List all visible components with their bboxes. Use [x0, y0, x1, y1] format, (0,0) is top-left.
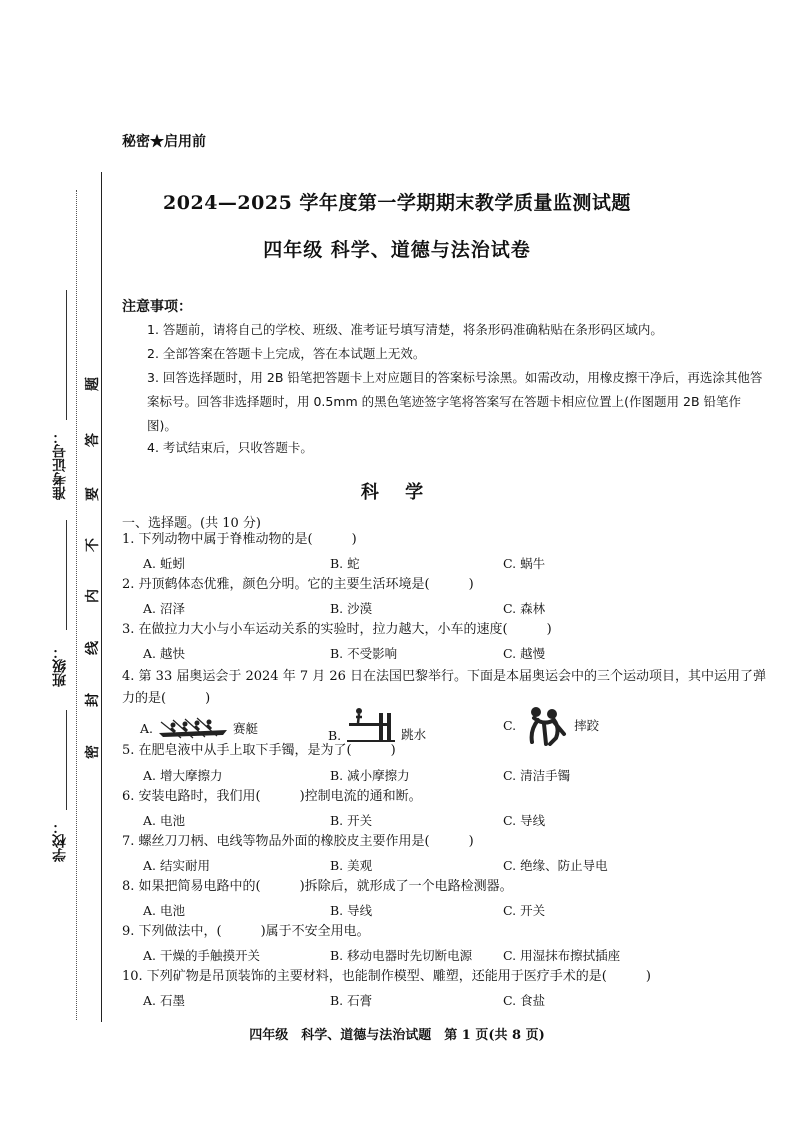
option-label: 摔跤 — [574, 718, 600, 733]
option-a: A. 结实耐用 — [143, 858, 210, 873]
option-c: C. 用湿抹布擦拭插座 — [503, 948, 621, 963]
option-c: C. 导线 — [503, 813, 546, 828]
option-c: C. 森林 — [503, 601, 546, 616]
exam-id-label: 准考证号： — [52, 430, 68, 500]
option-prefix: A. — [140, 720, 154, 736]
option-prefix: C. — [503, 717, 517, 733]
confidential-mark: 秘密★启用前 — [122, 134, 206, 150]
seal-char: 要 — [85, 487, 101, 501]
question-stem: 5. 在肥皂液中从手上取下手镯，是为了( ) — [122, 743, 396, 758]
option-a: A. 电池 — [143, 813, 185, 828]
option-c: C. 开关 — [503, 903, 546, 918]
seal-char: 封 — [85, 693, 101, 707]
binding-fields — [46, 290, 76, 890]
option-b: B. 导线 — [330, 903, 373, 918]
class-label: 班级： — [52, 645, 68, 687]
option-c: C. 食盐 — [503, 993, 546, 1008]
option-b: B. 开关 — [330, 813, 373, 828]
option-a: A. 蚯蚓 — [143, 556, 185, 571]
option-c: C. 越慢 — [503, 646, 546, 661]
option-label: 跳水 — [401, 727, 427, 742]
binding-dotted-line — [76, 190, 77, 1020]
question-stem: 4. 第 33 届奥运会于 2024 年 7 月 26 日在法国巴黎举行。下面是本届奥运会中的三个运动项目，其中运用了弹力的是( ) — [122, 669, 767, 706]
option-b: B. 沙漠 — [330, 601, 373, 616]
option-c: C. 清洁手镯 — [503, 768, 571, 783]
seal-char: 题 — [85, 377, 101, 391]
exam-subtitle: 四年级 科学、道德与法治试卷 — [263, 239, 531, 261]
notice-item: 2. 全部答案在答题卡上完成，答在本试题上无效。 — [147, 346, 426, 361]
option-b: B. 美观 — [330, 858, 373, 873]
question-stem: 2. 丹顶鹤体态优雅，颜色分明。它的主要生活环境是( ) — [122, 577, 474, 592]
question-stem: 6. 安装电路时，我们用( )控制电流的通和断。 — [122, 789, 422, 804]
question-stem: 7. 螺丝刀刀柄、电线等物品外面的橡胶皮主要作用是( ) — [122, 834, 474, 849]
section-title: 科 学 — [360, 482, 434, 503]
seal-char: 不 — [85, 538, 101, 552]
exam-title: 2024—2025 学年度第一学期期末教学质量监测试题 — [163, 192, 631, 214]
option-c: C. 绝缘、防止导电 — [503, 858, 608, 873]
option-label: 赛艇 — [233, 721, 259, 736]
page-footer: 四年级 科学、道德与法治试题 第 1 页(共 8 页) — [249, 1028, 545, 1043]
seal-char: 线 — [85, 641, 101, 655]
option-b: B. 蛇 — [330, 556, 360, 571]
notice-item: 1. 答题前，请将自己的学校、班级、准考证号填写清楚，将条形码准确粘贴在条形码区域内。 — [147, 322, 663, 337]
option-a: A. 沼泽 — [143, 601, 185, 616]
seal-char: 答 — [85, 433, 101, 447]
option-a: A. 增大摩擦力 — [143, 768, 223, 783]
question-stem: 8. 如果把简易电路中的( )拆除后，就形成了一个电路检测器。 — [122, 879, 513, 894]
option-a: A. 越快 — [143, 646, 185, 661]
option-c — [503, 704, 599, 746]
option-b: B. 不受影响 — [330, 646, 398, 661]
question-stem: 1. 下列动物中属于脊椎动物的是( ) — [122, 532, 357, 547]
option-b: B. 减小摩擦力 — [330, 768, 410, 783]
option-b — [328, 707, 426, 743]
option-b: B. 移动电器时先切断电源 — [330, 948, 473, 963]
seal-char: 密 — [85, 745, 101, 759]
question-stem: 3. 在做拉力大小与小车运动关系的实验时，拉力越大，小车的速度( ) — [122, 622, 552, 637]
part-title: 一、选择题。(共 10 分) — [122, 516, 261, 531]
option-a: A. 干燥的手触摸开关 — [143, 948, 260, 963]
school-label: 学校： — [52, 820, 68, 862]
question-stem: 10. 下列矿物是吊顶装饰的主要材料，也能制作模型、雕塑，还能用于医疗手术的是( ) — [122, 969, 651, 984]
notice-heading: 注意事项： — [122, 299, 192, 315]
option-a — [140, 716, 258, 740]
field-underline — [66, 710, 67, 810]
option-b: B. 石膏 — [330, 993, 373, 1008]
option-c: C. 蜗牛 — [503, 556, 546, 571]
rowing-boat-icon — [157, 716, 229, 740]
option-a: A. 电池 — [143, 903, 185, 918]
question-stem: 9. 下列做法中，( )属于不安全用电。 — [122, 924, 370, 939]
notice-item: 3. 回答选择题时，用 2B 铅笔把答题卡上对应题目的答案标号涂黑。如需改动，用橡皮擦干净后，再选涂其他答案标号。回答非选择题时，用 0.5mm 的黑色笔迹签字笔将答案写在答题卡相应位置上(作图题用 2B 铅笔作图)。 — [147, 370, 763, 433]
field-underline — [66, 290, 67, 420]
option-a: A. 石墨 — [143, 993, 185, 1008]
notice-item: 4. 考试结束后，只收答题卡。 — [147, 440, 313, 455]
wrestling-icon — [520, 704, 570, 746]
diving-board-icon — [345, 707, 397, 743]
field-underline — [66, 520, 67, 630]
option-prefix: B. — [328, 728, 342, 743]
seal-char: 内 — [85, 589, 101, 603]
